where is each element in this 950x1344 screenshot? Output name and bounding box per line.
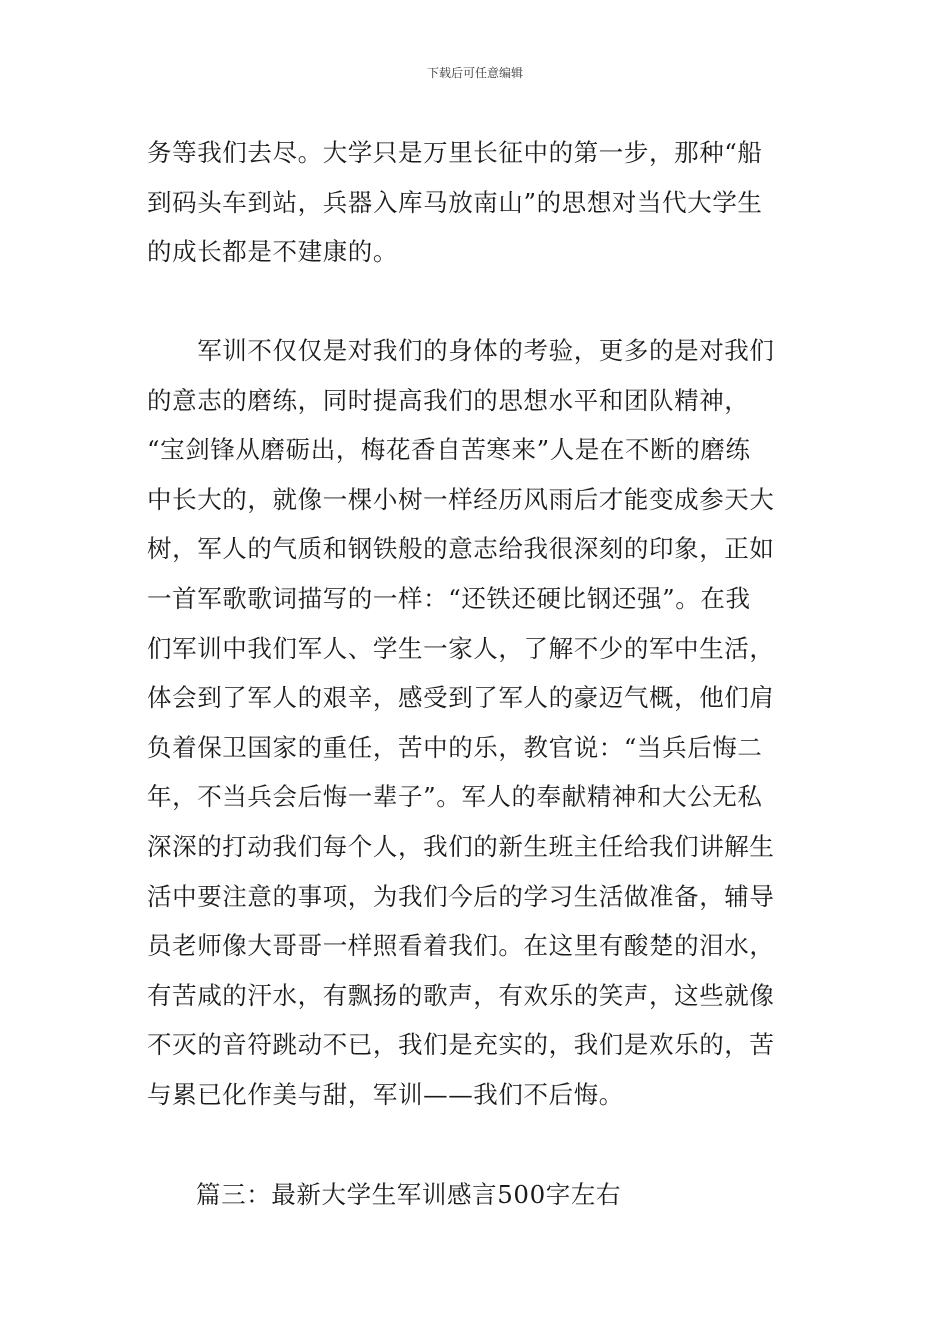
paragraph-line: 员老师像大哥哥一样照看着我们。在这里有酸楚的泪水， (147, 931, 775, 961)
paragraph-line: 年，不当兵会后悔一辈子”。军人的奉献精神和大公无私 (147, 782, 763, 812)
paragraph-line: 负着保卫国家的重任，苦中的乐，教官说：“当兵后悔二 (147, 732, 763, 762)
paragraph-line: 中长大的，就像一棵小树一样经历风雨后才能变成参天大 (147, 484, 775, 514)
paragraph-line: 与累已化作美与甜，军训——我们不后悔。 (147, 1079, 624, 1109)
paragraph-line: 们军训中我们军人、学生一家人，了解不少的军中生活， (147, 633, 775, 663)
paragraph-line: 深深的打动我们每个人，我们的新生班主任给我们讲解生 (147, 831, 775, 861)
paragraph-line: “宝剑锋从磨砺出，梅花香自苦寒来”人是在不断的磨练 (147, 435, 751, 465)
paragraph-line: 一首军歌歌词描写的一样：“还铁还硬比钢还强”。在我 (147, 583, 751, 613)
paragraph-line: 军训不仅仅是对我们的身体的考验，更多的是对我们 (147, 336, 775, 365)
paragraph-line: 的成长都是不建康的。 (147, 237, 398, 267)
paragraph-line: 活中要注意的事项，为我们今后的学习生活做准备，辅导 (147, 881, 775, 911)
paragraph-line: 体会到了军人的艰辛，感受到了军人的豪迈气概，他们肩 (147, 683, 775, 713)
paragraph-1 (147, 128, 807, 277)
paragraph-line: 的意志的磨练，同时提高我们的思想水平和团队精神， (147, 385, 750, 415)
paragraph-line: 树，军人的气质和钢铁般的意志给我很深刻的印象，正如 (147, 534, 775, 564)
paragraph-2 (147, 326, 807, 1120)
paragraph-line: 有苦咸的汗水，有飘扬的歌声，有欢乐的笑声，这些就像 (147, 980, 775, 1010)
paragraph-line: 务等我们去尽。大学只是万里长征中的第一步，那种“船 (147, 138, 763, 167)
paragraph-line: 不灭的音符跳动不已，我们是充实的，我们是欢乐的，苦 (147, 1030, 775, 1060)
page-header: 下载后可任意编辑 (426, 66, 523, 80)
section-heading: 篇三：最新大学生军训感言500字左右 (196, 1180, 622, 1209)
paragraph-line: 到码头车到站，兵器入库马放南山”的思想对当代大学生 (147, 187, 763, 217)
